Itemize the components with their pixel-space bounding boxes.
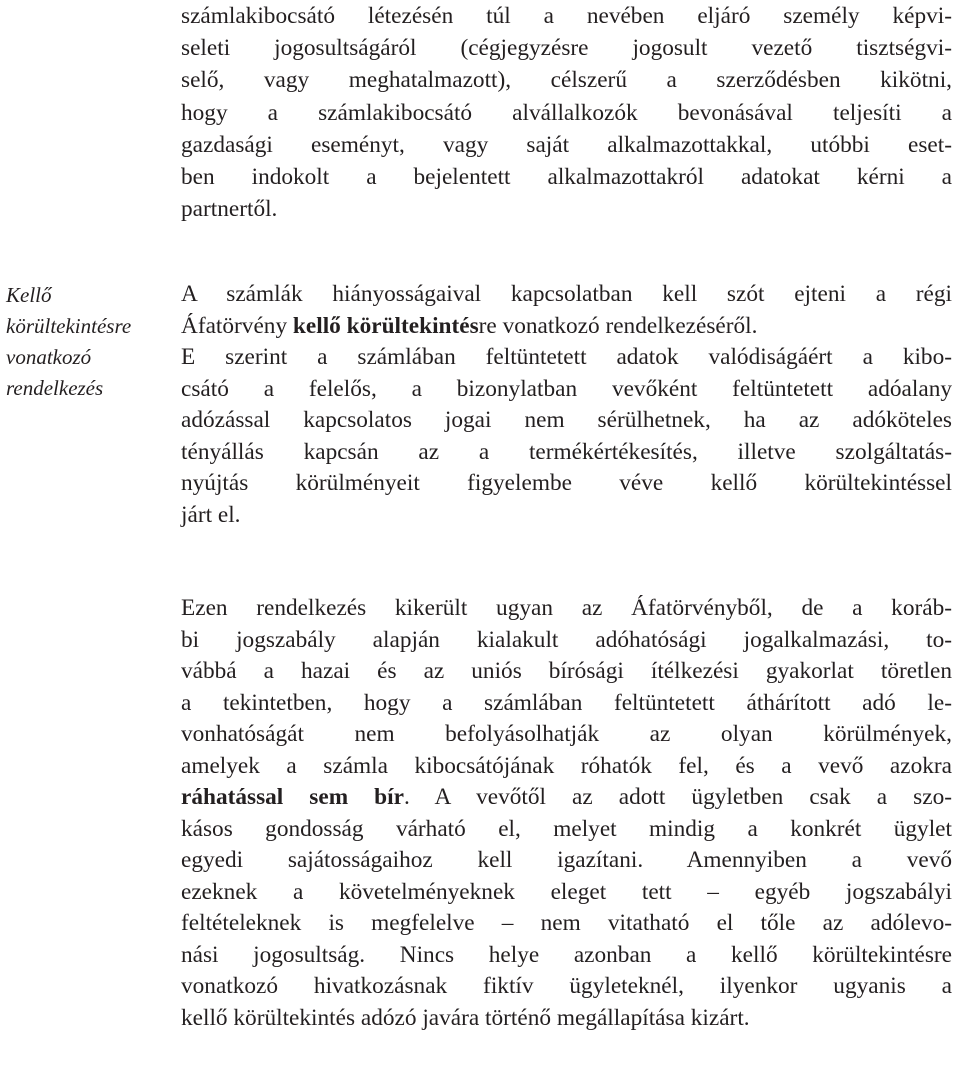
text-line: kásos gondosság várható el, melyet mindig a konkrét ügylet xyxy=(181,815,952,842)
text-fragment: re vonatkozó rendelkezéséről. xyxy=(478,312,758,339)
text-line: feltételeknek is megfelelve – nem vitatható el tőle az adólevo- xyxy=(181,910,952,936)
text-line xyxy=(181,311,952,343)
bold-term: ráhatással sem bír xyxy=(181,784,404,810)
text-line: csátó a felelős, a bizonylatban vevőként feltüntetett adóalany xyxy=(181,375,952,402)
margin-note-line: körültekintésre xyxy=(6,314,132,338)
text-line: vábbá a hazai és az uniós bírósági ítélkezési gyakorlat töretlen xyxy=(181,658,952,684)
text-line: adózással kapcsolatos jogai nem sérülhetnek, ha az adóköteles xyxy=(181,407,952,433)
text-line: a tekintetben, hogy a számlában feltüntetett áthárított adó le- xyxy=(181,689,952,716)
text-line: Ezen rendelkezés kikerült ugyan az Áfatörvényből, de a koráb- xyxy=(181,595,952,621)
text-line: E szerint a számlában feltüntetett adatok valódiságáért a kibo- xyxy=(181,344,952,370)
paragraph-3 xyxy=(181,593,952,1034)
text-line: kellő körültekintés adózó javára történő megállapítása kizárt. xyxy=(181,1004,750,1031)
text-line: ezeknek a követelményeknek eleget tett – egyéb jogszabályi xyxy=(181,878,952,905)
text-line: ben indokolt a bejelentett alkalmazottakról adatokat kérni a xyxy=(181,163,952,190)
text-line: partnertől. xyxy=(181,196,278,223)
text-line: vonhatóságát nem befolyásolhatják az olyan körülmények, xyxy=(181,721,952,747)
bold-term: kellő körültekintés xyxy=(292,312,479,339)
margin-note-line: Kellő xyxy=(6,283,52,307)
text-line: vonatkozó hivatkozásnak fiktív ügyleteknél, ilyenkor ugyanis a xyxy=(181,973,952,999)
text-line: gazdasági eseményt, vagy saját alkalmazottakkal, utóbbi eset- xyxy=(181,131,952,158)
margin-note-line: rendelkezés xyxy=(6,376,104,400)
text-line: seleti jogosultságáról (cégjegyzésre jogosult vezető tisztségvi- xyxy=(181,35,952,62)
text-line: tényállás kapcsán az a termékértékesítés, illetve szolgáltatás- xyxy=(181,438,952,465)
text-line: járt el. xyxy=(181,501,241,528)
text-line xyxy=(181,782,952,814)
text-line: selő, vagy meghatalmazott), célszerű a szerződésben kikötni, xyxy=(181,67,952,94)
text-line: bi jogszabály alapján kialakult adóhatósági jogalkalmazási, to- xyxy=(181,626,952,653)
text-line: hogy a számlakibocsátó alvállalkozók bevonásával teljesíti a xyxy=(181,99,952,126)
paragraph-1 xyxy=(181,0,952,225)
text-line: egyedi sajátosságaihoz kell igazítani. Amennyiben a vevő xyxy=(181,847,952,873)
text-fragment: Áfatörvény xyxy=(181,312,293,339)
margin-note xyxy=(6,280,166,404)
text-fragment: . A vevőtől az adott ügyletben csak a szo- xyxy=(403,784,952,810)
text-line: számlakibocsátó létezésén túl a nevében eljáró személy képvi- xyxy=(181,3,952,29)
text-line: nyújtás körülményeit figyelembe véve kellő körültekintéssel xyxy=(181,470,952,496)
text-line: amelyek a számla kibocsátójának róhatók fel, és a vevő azokra xyxy=(181,752,952,779)
text-line: nási jogosultság. Nincs helye azonban a kellő körültekintésre xyxy=(181,941,952,968)
margin-note-line: vonatkozó xyxy=(6,345,92,369)
paragraph-2 xyxy=(181,279,952,531)
text-line: A számlák hiányosságaival kapcsolatban kell szót ejteni a régi xyxy=(181,281,952,307)
